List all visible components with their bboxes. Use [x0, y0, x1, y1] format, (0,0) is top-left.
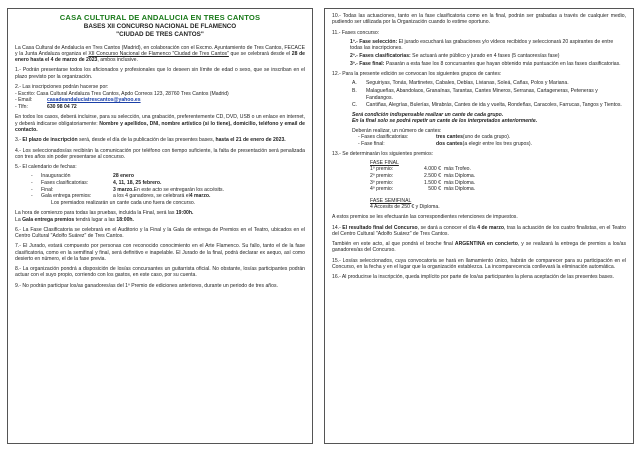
rule-2-requirements: En todos los casos, deberá incluirse, para su selección, una grabación, preferentemente CD, DVD, USB o un enlace en internet, y deberá indicarse obligatoriamente: Nombre y apellidos, DNI, nombre artístico (si lo tiene), domicilio, teléfono y email de contacto. — [15, 114, 305, 133]
organization-title: CASA CULTURAL DE ANDALUCIA EN TRES CANTOS — [59, 13, 261, 22]
rule-12-heading: 12.- Para la presente edición se convocan los siguientes grupos de cantes: — [332, 71, 502, 78]
contact-email-link[interactable]: casadeandaluciatrescantos@yahoo.es — [47, 97, 141, 104]
contest-title: BASES XII CONCURSO NACIONAL DE FLAMENCO — [83, 23, 237, 31]
contest-name-link: XII Concurso Nacional de Flamenco "Ciudad de Tres Cantos" — [88, 50, 229, 57]
rule-7: 7.- El Jurado, estará compuesto por personas con reconocido conocimiento en el Arte Flamenco. Su fallo, tanto el de la fase clasificatoria, como en la semifinal y final, será definitivo e inapelable. El Jurado de la final, podrá declarar ex aequo, así como desierto en número, el de la fase previa. — [15, 243, 305, 262]
rule-14-concert: También en este acto, al que pondrá el broche final ARGENTINA en concierto, y se realizará la entrega de premios a los/as ganadores/as del Concurso. — [332, 241, 626, 254]
cante-group: A. Seguiriyas, Tonás, Martinetes, Cabales, Deblas, Livianas, Soleá, Cañas, Polos y Mariana. — [352, 80, 569, 87]
rule-12-cantes — [332, 71, 626, 124]
calendar-note: Los premiados realizarán un cante cada uno fuera de concurso. — [51, 199, 196, 206]
rule-14: 14.- El resultado final del Concurso, se dará a conocer el día 4 de marzo, tras la actuación de los cuatro finalistas, en el Teatro del Centro Cultural "Adolfo Suárez" de Tres Cantos. — [332, 224, 626, 237]
rule-5-calendar — [15, 164, 305, 223]
semifinal-prize: 4 Accesits de 250 € y Diploma. — [370, 203, 440, 210]
rule-16: 16.- Al producirse la inscripción, queda implícito por parte de los/as participantes la plena aceptación de las presentes bases. — [332, 274, 615, 281]
rule-13-heading: 13.- Se determinarán los siguientes premios: — [332, 150, 434, 157]
rule-8: 8.- La organización pondrá a disposición de los/as concursantes un guitarrista oficial. No obstante, los/as participantes podrán actuar con el suyo propio, corriendo con los gastos, en este caso, por su cuenta. — [15, 266, 305, 279]
cantes-notes — [332, 112, 626, 124]
cantes-note-1: Será condición indispensable realizar un cante de cada grupo. — [352, 111, 504, 118]
prize-row: 4º premio: 500 € más Diploma. — [370, 186, 476, 193]
phase-item: 2º.- Fases clasificatorias: Se actuará ante público y jurado en 4 fases (5 cantaores/as fase) — [350, 53, 560, 60]
final-prizes — [332, 160, 626, 210]
rule-9: 9.- No podrán participar los/as ganadores/as del 1º Premio de ediciones anteriores, durante un periodo de tres años. — [15, 282, 278, 289]
rule-3: 3.- El plazo de inscripción será, desde el día de la publicación de las presentes bases, hasta el 21 de enero de 2023. — [15, 137, 286, 144]
rule-1: 1.- Podrán presentarse todos los aficionados y profesionales que lo deseen sin límite de edad o sexo, que se inscriban en el plazo previsto por la organización. — [15, 67, 305, 80]
required-cantes — [332, 128, 626, 147]
contact-phone: 630 98 04 72 — [47, 103, 77, 110]
tax-note: A estos premios se les efectuarán las correspondientes retenciones de impuestos. — [332, 214, 518, 221]
calendar-item: - Fases clasificatorias: 4, 11, 18, 25 febrero. — [31, 180, 162, 187]
contact-email-row: - Email: casadeandaluciatrescantos@yahoo.es — [15, 97, 141, 104]
document-header — [15, 13, 305, 39]
required-heading: Deberán realizar, un número de cantes: — [352, 128, 442, 135]
phases-list — [332, 39, 626, 67]
cante-group: B. Malagueñas, Abandolaos, Granaínas, Tarantas, Cantes Mineros, Serranas, Cartageneras, Peteneras y Fandangos. — [352, 88, 598, 101]
required-item: - Fase final: dos cantes (a elegir entre los tres grupos). — [358, 140, 532, 147]
prize-row: 2º premio: 2.500 € más Diploma. — [370, 172, 476, 179]
rule-6: 6.- La Fase Clasificatoria se celebrará en el Auditorio y la Final y la Gala de entrega de Premios en el Teatro, ubicados en el Centro Cultural "Adolfo Suárez" de Tres Cantos. — [15, 226, 305, 240]
calendar-item: - Final: 3 marzo. En este acto se entregarán los accésits. — [31, 186, 224, 193]
cante-group: C. Cantiñas, Alegrías, Bulerías, Mirabrás, Cantes de ida y vuelta, Rondeñas, Caracoles, Farrucas, Tangos y Tientos. — [352, 102, 622, 109]
left-column — [7, 8, 313, 444]
intro-paragraph: La Casa Cultural de Andalucía en Tres Cantos (Madrid), en colaboración con el Excmo. Ayuntamiento de Tres Cantos, FECACE y la Junta Andaluza organiza el XII Concurso Nacional de Flamenco "Ciudad de Tres Cantos" que se celebrará desde el 28 de enero hasta el 4 de marzo de 2023, ambos inclusive. — [15, 44, 306, 63]
phase-item: 1º.- Fase selección: El jurado escuchará las grabaciones y/o vídeos recibidos y seleccionará 20 aspirantes de entre todas las inscripciones. — [350, 38, 614, 52]
rule-11-phases — [332, 30, 626, 68]
contest-subtitle: "CIUDAD DE TRES CANTOS" — [116, 30, 204, 38]
calendar-item: - Inauguración 28 enero — [31, 173, 134, 180]
rule-13-prizes — [332, 151, 626, 210]
contest-dates: 28 de enero hasta el 4 de marzo de 2023 — [15, 50, 306, 63]
phase-item: 3º.- Fase final: Pasarán a esta fase los 8 concursantes que hayan obtenido más puntuación en las fases clasificatorias. — [350, 60, 621, 67]
rule-11-heading: 11.- Fases concurso: — [332, 29, 380, 36]
prize-row: 1º premio: 4.000 € más Trofeo. — [370, 166, 471, 173]
rule-4: 4.- Los seleccionados/as recibirán la comunicación por teléfono con tiempo suficiente, la falta de presentación será penalizada con tres años sin poder presentarse al concurso. — [15, 147, 305, 160]
required-item: - Fases clasificatorias: tres cantes (uno de cada grupo). — [358, 134, 511, 141]
prize-row: 3º premio: 1.500 € más Diploma. — [370, 179, 476, 186]
final-prizes-heading: FASE FINAL — [370, 160, 399, 167]
cantes-note-2: En la final solo se podrá repetir un cante de los interpretados anteriormente. — [352, 118, 538, 125]
contact-mail: - Escrito: Casa Cultural Andaluza Tres Cantos, Apdo Correos 123, 28760 Tres Cantos (Madrid) — [15, 90, 229, 97]
contact-phone-row: - Tlfn: 630 98 04 72 — [15, 103, 77, 110]
start-time: La hora de comienzo para todas las pruebas, incluida la Final, será las 19:00h. — [15, 210, 194, 217]
gala-time: La Gala entrega premios tendrá lugar a las 18:00h. — [15, 216, 134, 223]
rule-2-contact — [15, 84, 305, 110]
right-column — [324, 8, 634, 444]
rule-5-heading: 5.- El calendario de fechas: — [15, 164, 77, 171]
rule-2-heading: 2.- Las inscripciones podrán hacerse por: — [15, 83, 109, 90]
cantes-list — [332, 80, 626, 108]
rule-10: 10.- Todas las actuaciones, tanto en la fase clasificatoria como en la final, podrán ser grabadas a través de cualquier medio, pudiendo ser utilizada por la Organización cuando lo estime oportuno. — [332, 13, 626, 26]
semifinal-heading: FASE SEMIFINAL — [370, 197, 412, 204]
rule-15: 15.- Los/as seleccionados, cuya convocatoria se hará en llamamiento único, habrán de comparecer para su participación en el Concurso, en la fecha y en el lugar que la organización establezca. La incomparecencia conllevará la eliminación automática. — [332, 257, 626, 270]
calendar-item: - Gala entrega premios: a los 4 ganadores, se celebrará el 4 marzo. — [31, 193, 211, 200]
calendar-list — [15, 173, 305, 206]
